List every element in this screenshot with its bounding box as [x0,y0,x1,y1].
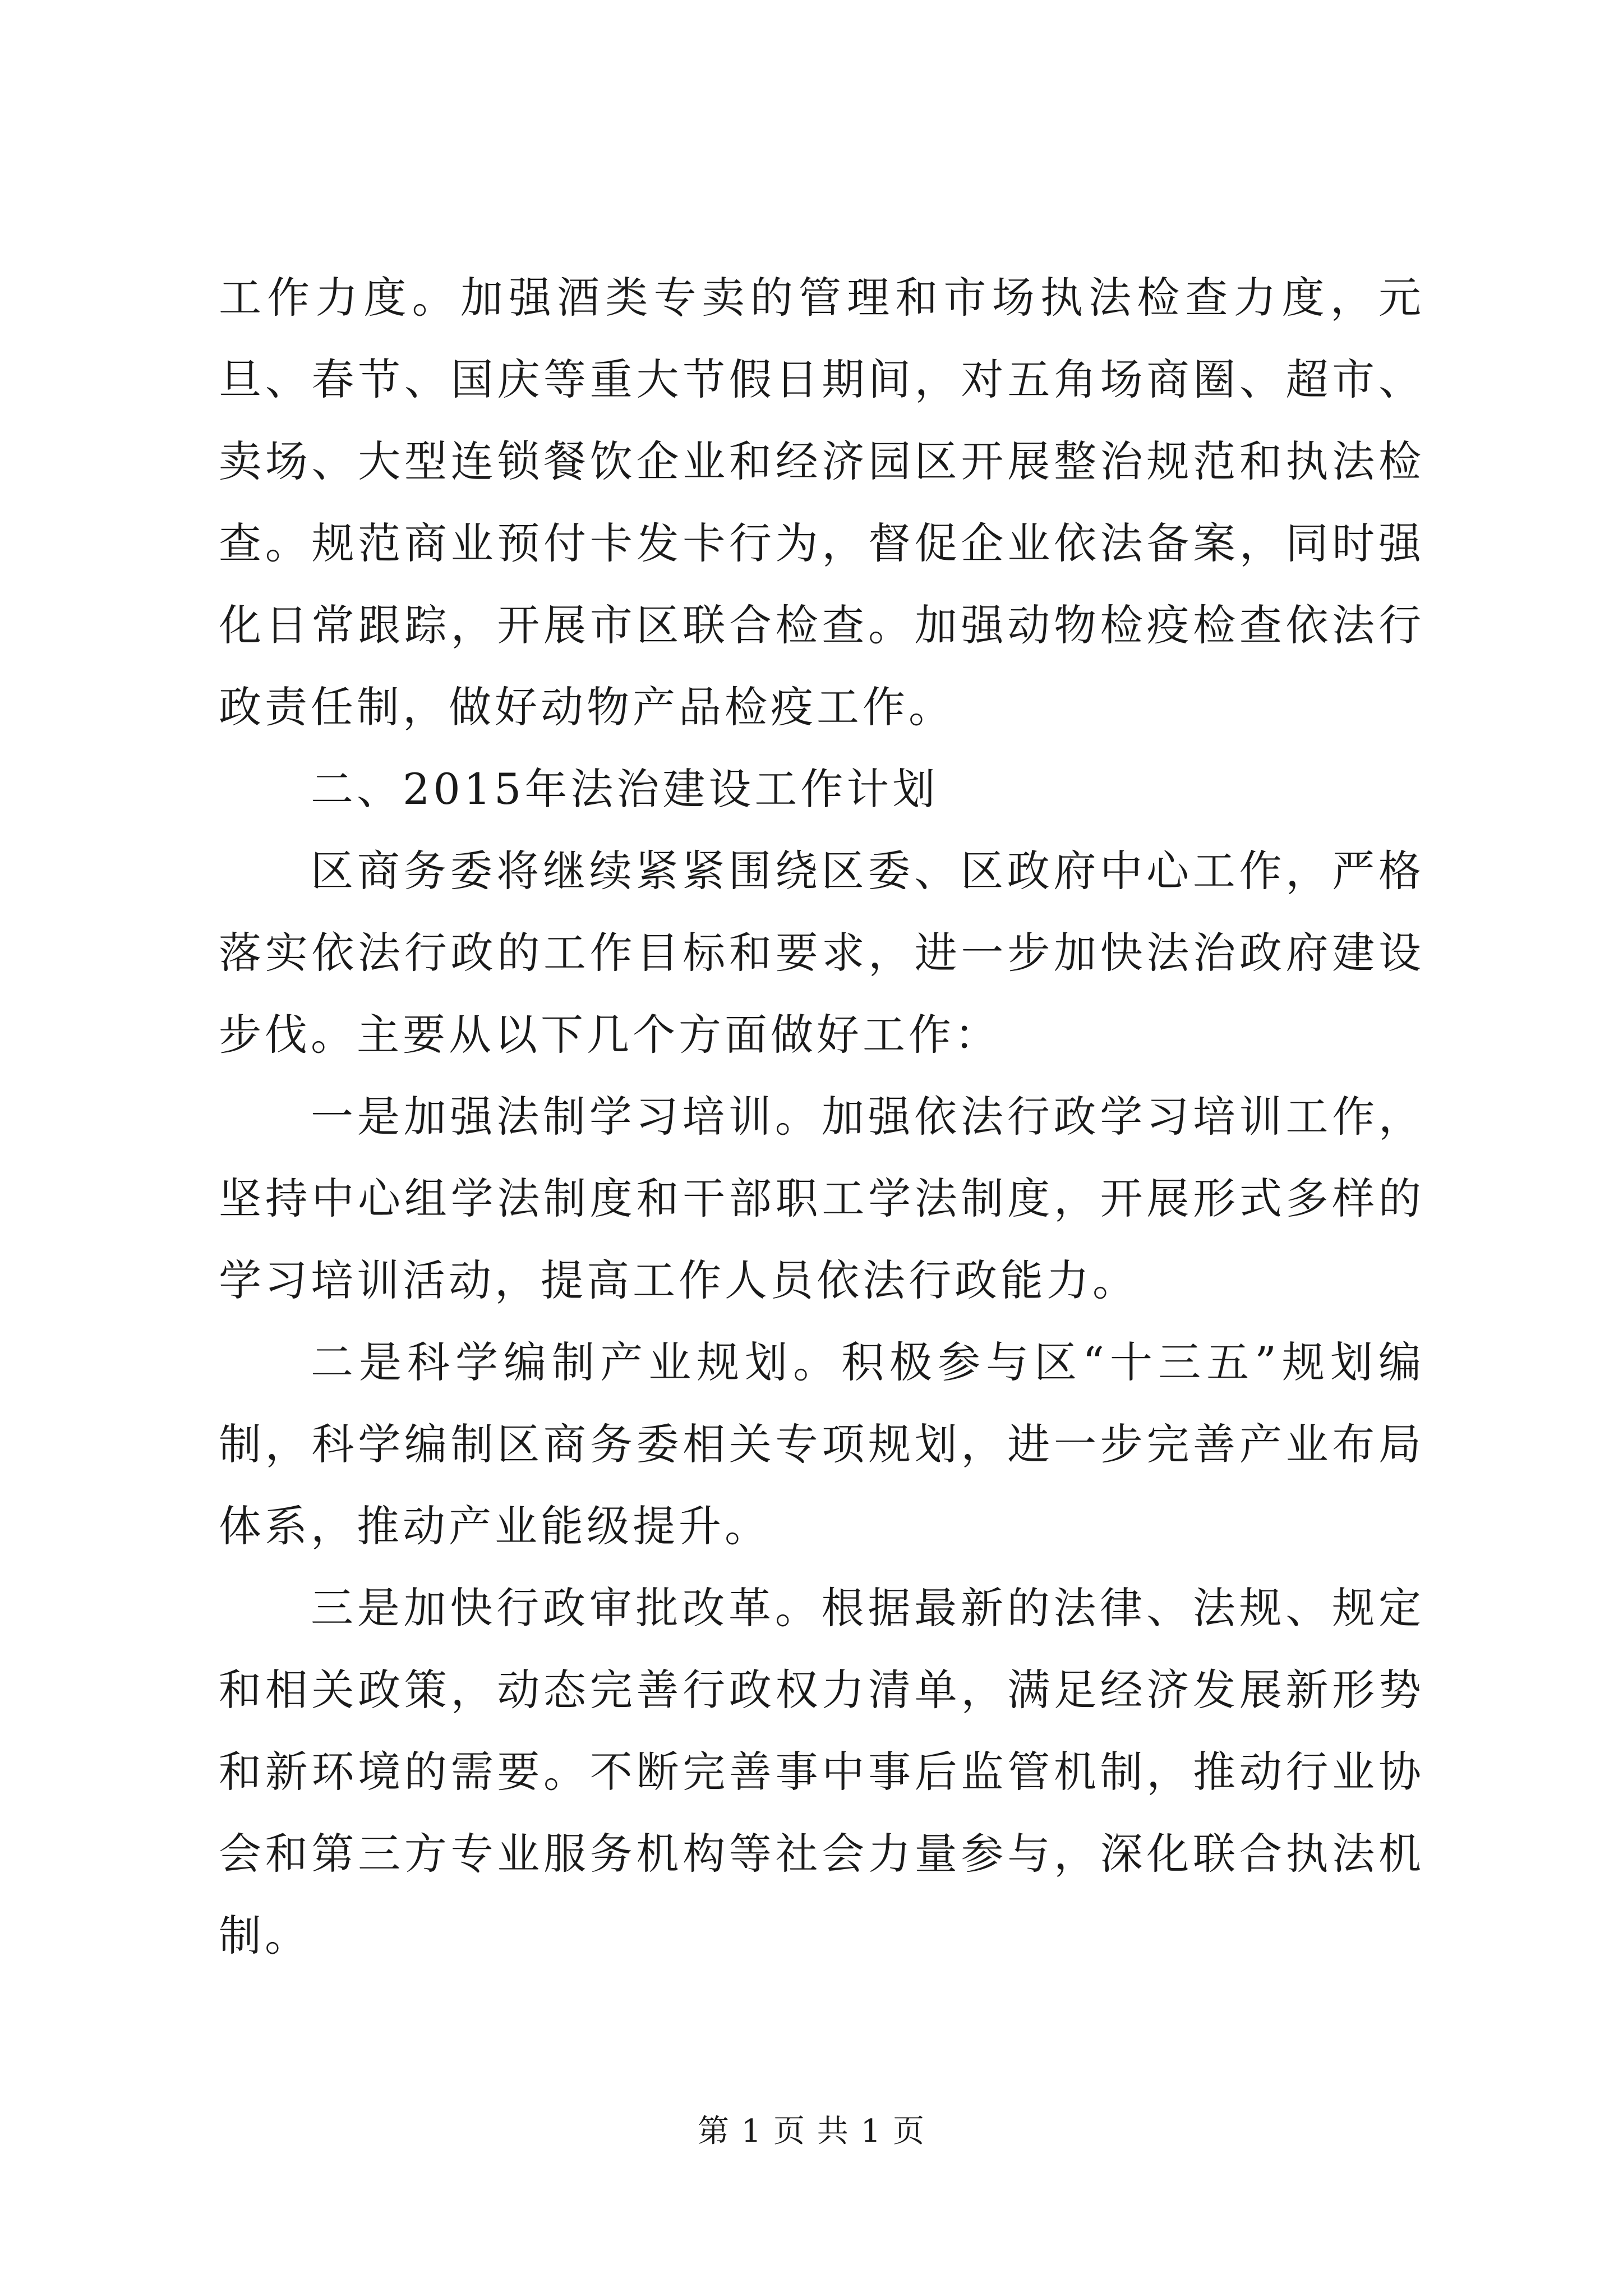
page-number-label: 第 1 页 共 1 页 [697,2113,926,2150]
paragraph: 一是加强法制学习培训。加强依法行政学习培训工作，坚持中心组学法制度和干部职工学法制度，开展形式多样的学习培训活动，提高工作人员依法行政能力。 [219,1092,1424,1305]
page-footer [0,2109,1623,2154]
document-body [219,257,1424,1977]
paragraph: 区商务委将继续紧紧围绕区委、区政府中心工作，严格落实依法行政的工作目标和要求，进一步加快法治政府建设步伐。主要从以下几个方面做好工作： [219,846,1424,1060]
section-heading: 二、2015年法治建设工作计划 [311,764,939,814]
paragraph: 二是科学编制产业规划。积极参与区“十三五”规划编制，科学编制区商务委相关专项规划，进一步完善产业布局体系，推动产业能级提升。 [219,1337,1424,1551]
paragraph: 工作力度。加强酒类专卖的管理和市场执法检查力度，元旦、春节、国庆等重大节假日期间，对五角场商圈、超市、卖场、大型连锁餐饮企业和经济园区开展整治规范和执法检查。规范商业预付卡发卡行为，督促企业依法备案，同时强化日常跟踪，开展市区联合检查。加强动物检疫检查依法行政责任制，做好动物产品检疫工作。 [219,273,1424,732]
paragraph: 三是加快行政审批改革。根据最新的法律、法规、规定和相关政策，动态完善行政权力清单，满足经济发展新形势和新环境的需要。不断完善事中事后监管机制，推动行业协会和第三方专业服务机构等社会力量参与，深化联合执法机制。 [219,1583,1424,1961]
